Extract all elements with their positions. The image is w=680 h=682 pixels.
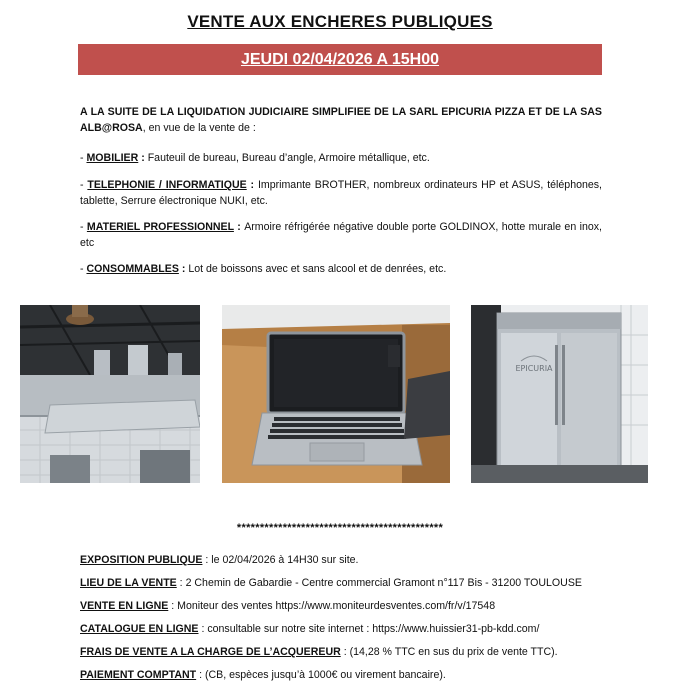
lot-item	[80, 150, 602, 166]
page-title: VENTE AUX ENCHERES PUBLIQUES	[187, 12, 493, 31]
kitchen-hood-photo	[20, 305, 200, 483]
lot-sep: :	[178, 263, 189, 275]
detail-line	[80, 622, 640, 636]
detail-line	[80, 599, 640, 613]
lot-label: TELEPHONIE / INFORMATIQUE	[87, 179, 247, 191]
lot-prefix: -	[80, 263, 87, 275]
lot-prefix: -	[80, 152, 87, 164]
detail-text: : 2 Chemin de Gabardie - Centre commercial Gramont n°117 Bis - 31200 TOULOUSE	[176, 577, 582, 589]
detail-label: PAIEMENT COMPTANT	[80, 669, 197, 681]
detail-label: LIEU DE LA VENTE	[80, 577, 177, 589]
lot-prefix: -	[80, 179, 88, 191]
lot-label: MATERIEL PROFESSIONNEL	[86, 221, 234, 233]
lot-sep: :	[138, 152, 148, 164]
section-separator: *********************************************	[236, 522, 444, 534]
detail-text[interactable]: : consultable sur notre site internet : https://www.huissier31-pb-kdd.com/	[198, 623, 540, 635]
lot-text: Imprimante BROTHER, nombreux ordinateurs HP et ASUS, téléphones, tablette, Serrure électronique NUKI, etc.	[80, 179, 602, 207]
detail-label: FRAIS DE VENTE A LA CHARGE DE L’ACQUEREUR	[80, 646, 341, 658]
lot-text: Fauteuil de bureau, Bureau d’angle, Armoire métallique, etc.	[147, 152, 430, 164]
lot-prefix: -	[80, 221, 87, 233]
detail-text: : (CB, espèces jusqu’à 1000€ ou virement bancaire).	[196, 669, 446, 681]
detail-line	[80, 645, 640, 659]
laptop-photo	[222, 305, 450, 483]
lot-label: MOBILIER	[86, 152, 139, 164]
detail-text: : (14,28 % TTC en sus du prix de vente TTC).	[340, 646, 558, 658]
intro-paragraph	[80, 104, 602, 136]
lot-sep: :	[233, 221, 245, 233]
lot-item	[80, 261, 602, 277]
detail-line	[80, 553, 640, 567]
detail-line	[80, 576, 640, 590]
detail-label: CATALOGUE EN LIGNE	[80, 623, 199, 635]
sale-date-banner: JEUDI 02/04/2026 A 15H00	[78, 44, 602, 75]
lot-sep: :	[246, 179, 258, 191]
detail-label: VENTE EN LIGNE	[80, 600, 169, 612]
detail-text: : le 02/04/2026 à 14H30 sur site.	[202, 554, 359, 566]
detail-label: EXPOSITION PUBLIQUE	[80, 554, 203, 566]
lot-label: CONSOMMABLES	[86, 263, 179, 275]
fridge-photo	[471, 305, 648, 483]
lot-item	[80, 219, 602, 251]
intro-bold: A LA SUITE DE LA LIQUIDATION JUDICIAIRE SIMPLIFIEE DE LA SARL EPICURIA PIZZA ET DE LA SAS ALB@ROSA	[80, 106, 602, 134]
intro-rest: , en vue de la vente de :	[142, 122, 256, 134]
lot-item	[80, 177, 602, 209]
lot-text: Lot de boissons avec et sans alcool et de denrées, etc.	[188, 263, 447, 275]
detail-text[interactable]: : Moniteur des ventes https://www.moniteurdesventes.com/fr/v/17548	[168, 600, 496, 612]
lot-text: Armoire réfrigérée négative double porte GOLDINOX, hotte murale en inox, etc	[80, 221, 602, 249]
fridge-brand-text: EPICURIA	[515, 364, 553, 373]
